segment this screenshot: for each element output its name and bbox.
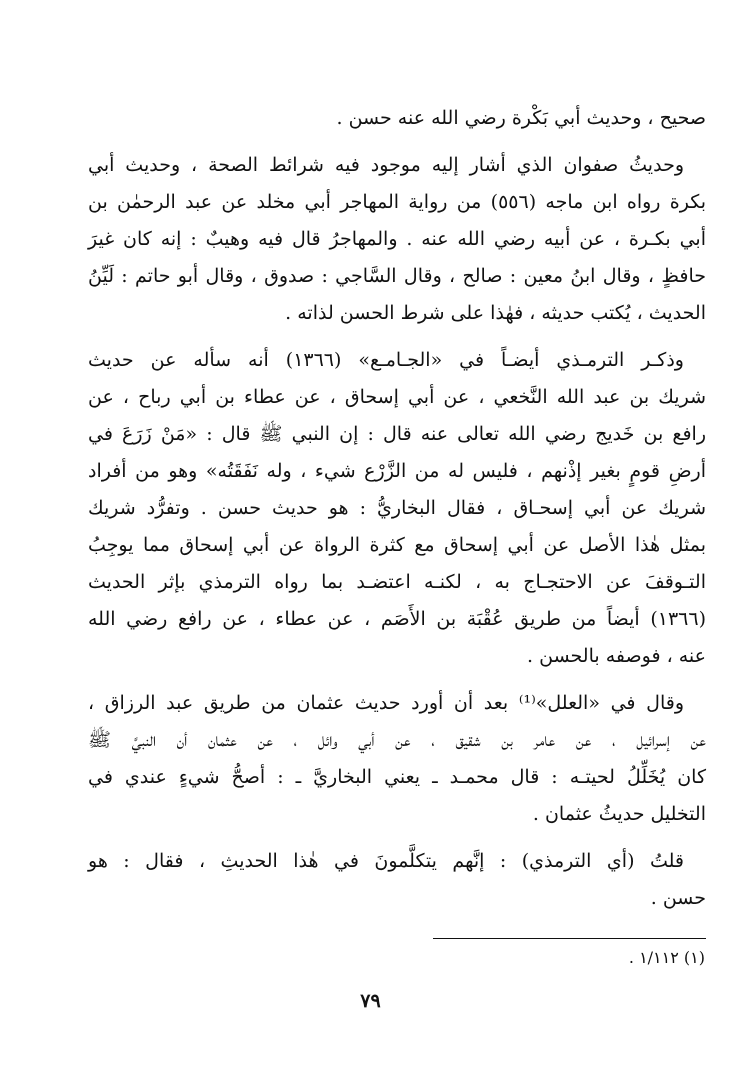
text-line: قلتُ (أي الترمذي) : إنَّهم يتكلَّمونَ في هٰذا الحديثِ ، فقال : هو xyxy=(88,850,684,872)
text-line: التخليل حديثُ عثمان . xyxy=(532,803,706,825)
footnote: (١) ١/١١٢ . xyxy=(628,948,705,967)
text-line: وقال في «العلل»⁽¹⁾ بعد أن أورد حديث عثمان من طريق عبد الرزاق ، xyxy=(88,692,684,714)
paragraph xyxy=(88,147,706,332)
text-line: حسن . xyxy=(650,887,706,909)
text-line: حافظٍ ، وقال ابنُ معين : صالح ، وقال السَّاجي : صدوق ، وقال أبو حاتم : لَيِّنُ xyxy=(88,265,706,287)
page-body xyxy=(88,100,706,917)
text-line: بكرة رواه ابن ماجه (٥٥٦) من رواية المهاجر أبي مخلد عن عبد الرحمٰن بن xyxy=(88,191,706,213)
text-line: شريك بن عبد الله النَّخعي ، عن أبي إسحاق ، عن عطاء بن أبي رباح ، عن xyxy=(88,386,706,408)
footnote-divider xyxy=(433,938,706,939)
text-line: كان يُخَلِّلُ لحيتـه : قال محمـد ـ يعني البخاريَّ ـ : أصحُّ شيءٍ عندي في xyxy=(88,766,706,788)
text-line: الحديث ، يُكتب حديثه ، فهٰذا على شرط الحسن لذاته . xyxy=(285,302,706,324)
paragraph xyxy=(88,342,706,675)
text-line: (١٣٦٦) أيضاً من طريق عُقْبَة بن الأَصَم ، عن عطاء ، عن رافع رضي الله xyxy=(88,608,706,630)
paragraph xyxy=(88,843,706,917)
text-line: عن إسرائيل ، عن عامر بن شقيق ، عن أبي وائل ، عن عثمان أن النبيَّ ﷺ xyxy=(88,729,706,751)
text-line: شريك عن أبي إسحـاق ، فقال البخاريُّ : هو حديث حسن . وتفرُّد شريك xyxy=(88,497,706,519)
paragraph xyxy=(88,100,706,137)
page-number: ٧٩ xyxy=(360,990,381,1012)
text-line: رافع بن خَديج رضي الله تعالى عنه قال : إن النبي ﷺ قال : «مَنْ زَرَعَ في xyxy=(88,423,706,445)
text-line: أرضِ قومٍ بغير إذْنهم ، فليس له من الزَّرْع شيء ، وله نَفَقَتُه» وهو من أفراد xyxy=(88,460,706,482)
text-line: وحديثُ صفوان الذي أشار إليه موجود فيه شرائط الصحة ، وحديث أبي xyxy=(88,154,684,176)
text-line: أبي بكـرة ، عن أبيه رضي الله عنه . والمهاجرُ قال فيه وهيبٌ : إنه كان غيرَ xyxy=(88,228,706,250)
text-line: وذكـر الترمـذي أيضـاً في «الجـامـع» (١٣٦٦) أنه سأله عن حديث xyxy=(88,349,684,371)
text-line: التـوقفَ عن الاحتجـاج به ، لكنـه اعتضـد بما رواه الترمذي بإثر الحديث xyxy=(88,571,706,593)
text-line: عنه ، فوصفه بالحسن . xyxy=(527,645,706,667)
paragraph xyxy=(88,685,706,833)
text-line: بمثل هٰذا الأصل عن أبي إسحاق مع كثرة الرواة عن أبي إسحاق مما يوجِبُ xyxy=(88,534,706,556)
text-line: صحيح ، وحديث أبي بَكْرة رضي الله عنه حسن . xyxy=(336,107,706,129)
